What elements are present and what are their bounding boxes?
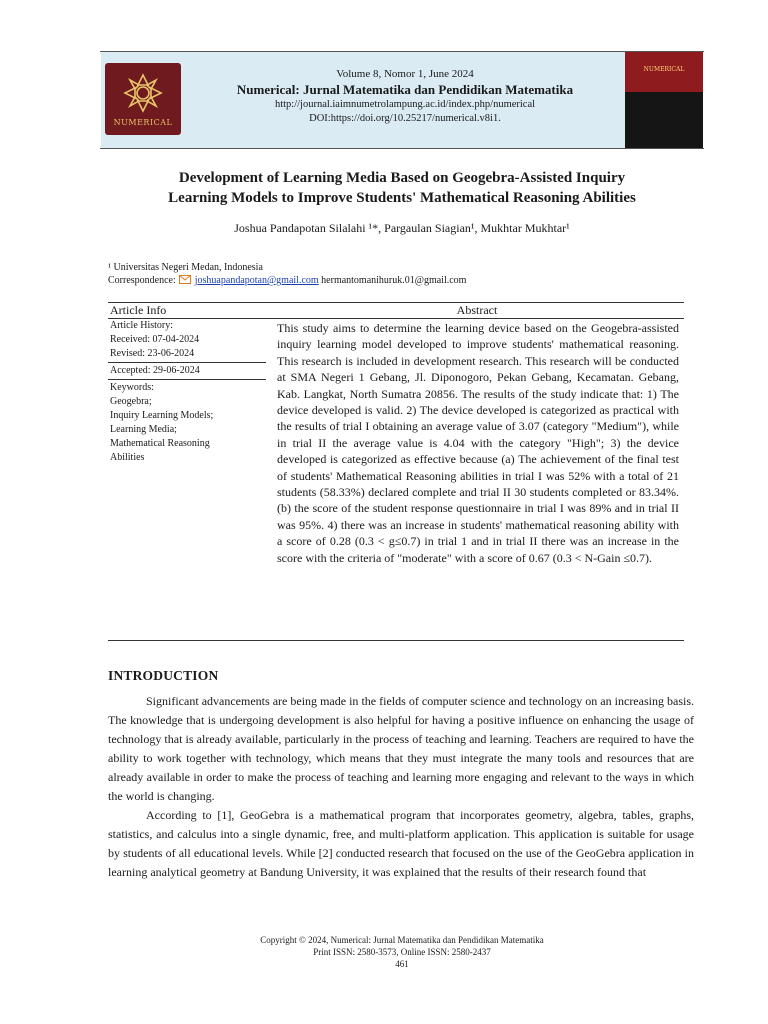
header-bottom-rule — [100, 148, 704, 149]
email-secondary: hermantomanihuruk.01@gmail.com — [321, 275, 467, 286]
article-history-label: Article History: — [110, 320, 174, 331]
journal-name: Numerical: Jurnal Matematika dan Pendidikan Matematika — [236, 82, 574, 97]
journal-doi[interactable]: DOI:https://doi.org/10.25217/numerical.v8i1. — [309, 113, 501, 124]
abstract-text: This study aims to determine the learning device based on the Geogebra-assisted inquiry learning model developed to improve students' mathematical reasoning. This research is included in development research. This research will be conducted at SMA Negeri 1 Gebang, Jl. Diponogoro, Pekan Gebang, Kecamatan. Gebang, Kab. Langkat, North Sumatra 20856. The results of the study indicate that: 1) The device developed is valid. 2) The device developed is categorized as practical with the results of trial I obtaining an average value of 3.07 (category "Medium"), while in trial II the average value is 4.04 with the category "High"; 3) the device developed is categorized as effective because (a) The achievement of the final test of students' Mathematical Reasoning abilities in trial I was 52% with a total of 21 students (58.33%) declared complete and trial II 30 students completed or 83.34%. (b) the score of the student response questionnaire in trial I was 89% and in trial II was 95%. 4) there was an increase in students' mathematical reasoning ability with a score of 0.28 (0.3 < g≤0.7) in trial 1 and in trial II there was an increase in the score with the criteria of "moderate" with a score of 0.67 (0.3 < N-Gain ≤0.7). — [277, 321, 679, 565]
keywords-label: Keywords: — [110, 382, 154, 393]
title-line: Development of Learning Media Based on Geogebra-Assisted Inquiry — [178, 170, 626, 186]
body-paragraph: According to [1], GeoGebra is a mathematical program that incorporates geometry, algebra, tables, graphs, statistics, and calculus into a single dynamic, free, and multi-platform application. This application is suitable for usage by students of all educational levels. While [2] conducted research that focused on the use of the GeoGebra application in learning analytical geometry at Bandung University, it was explained that the results of their research found that — [108, 808, 694, 879]
body-paragraph: Significant advancements are being made in the fields of computer science and technology on an increasing basis. The knowledge that is undergoing development is also helpful for having a positive influence on enhancing the usage of technology that is already available, particularly in the process of teaching and learning. Teachers are required to have the ability to work together with technology, which means that they must integrate the many tools and resources that are already available in order to make the process of teaching and learning more engaging and relevant to the ways in which the world is changing. — [108, 694, 694, 803]
paper-title — [100, 168, 704, 208]
footer-copyright: Copyright © 2024, Numerical: Jurnal Matematika dan Pendidikan Matematika — [260, 935, 544, 945]
introduction-heading: INTRODUCTION — [108, 668, 219, 683]
table-bottom-rule — [108, 640, 684, 641]
received-date: Received: 07-04-2024 — [110, 334, 200, 345]
keyword-item: Inquiry Learning Models; — [110, 410, 214, 421]
revised-date: Revised: 23-06-2024 — [110, 348, 195, 359]
introduction-body — [108, 692, 694, 882]
abstract-heading: Abstract — [456, 303, 498, 317]
volume-line: Volume 8, Nomor 1, June 2024 — [336, 68, 474, 80]
affiliation: ¹ Universitas Negeri Medan, Indonesia — [108, 262, 263, 273]
email-link-primary[interactable]: joshuapandapotan@gmail.com — [194, 275, 319, 286]
keyword-item: Abilities — [110, 452, 145, 463]
keyword-item: Mathematical Reasoning — [110, 438, 210, 449]
keyword-item: Learning Media; — [110, 424, 177, 435]
keyword-item: Geogebra; — [110, 396, 152, 407]
info-divider — [108, 379, 266, 380]
title-line: Learning Models to Improve Students' Mathematical Reasoning Abilities — [168, 190, 636, 206]
correspondence-label: Correspondence: — [108, 275, 176, 286]
page-number: 461 — [395, 959, 409, 969]
mail-icon — [179, 275, 191, 284]
cover-title: NUMERICAL — [643, 66, 685, 73]
correspondence — [108, 275, 466, 286]
author-list: Joshua Pandapotan Silalahi ¹*, Pargaulan Siagian¹, Mukhtar Mukhtar¹ — [234, 221, 570, 235]
article-info-heading: Article Info — [110, 303, 167, 317]
journal-cover-thumbnail — [625, 52, 703, 148]
footer-issn: Print ISSN: 2580-3573, Online ISSN: 2580-2437 — [313, 947, 491, 957]
info-divider — [108, 362, 266, 363]
table-header-rule — [108, 318, 684, 319]
accepted-date: Accepted: 29-06-2024 — [110, 365, 200, 376]
journal-url[interactable]: http://journal.iaimnumetrolampung.ac.id/index.php/numerical — [274, 99, 536, 110]
logo-text: NUMERICAL — [113, 118, 173, 127]
journal-logo — [105, 63, 181, 135]
